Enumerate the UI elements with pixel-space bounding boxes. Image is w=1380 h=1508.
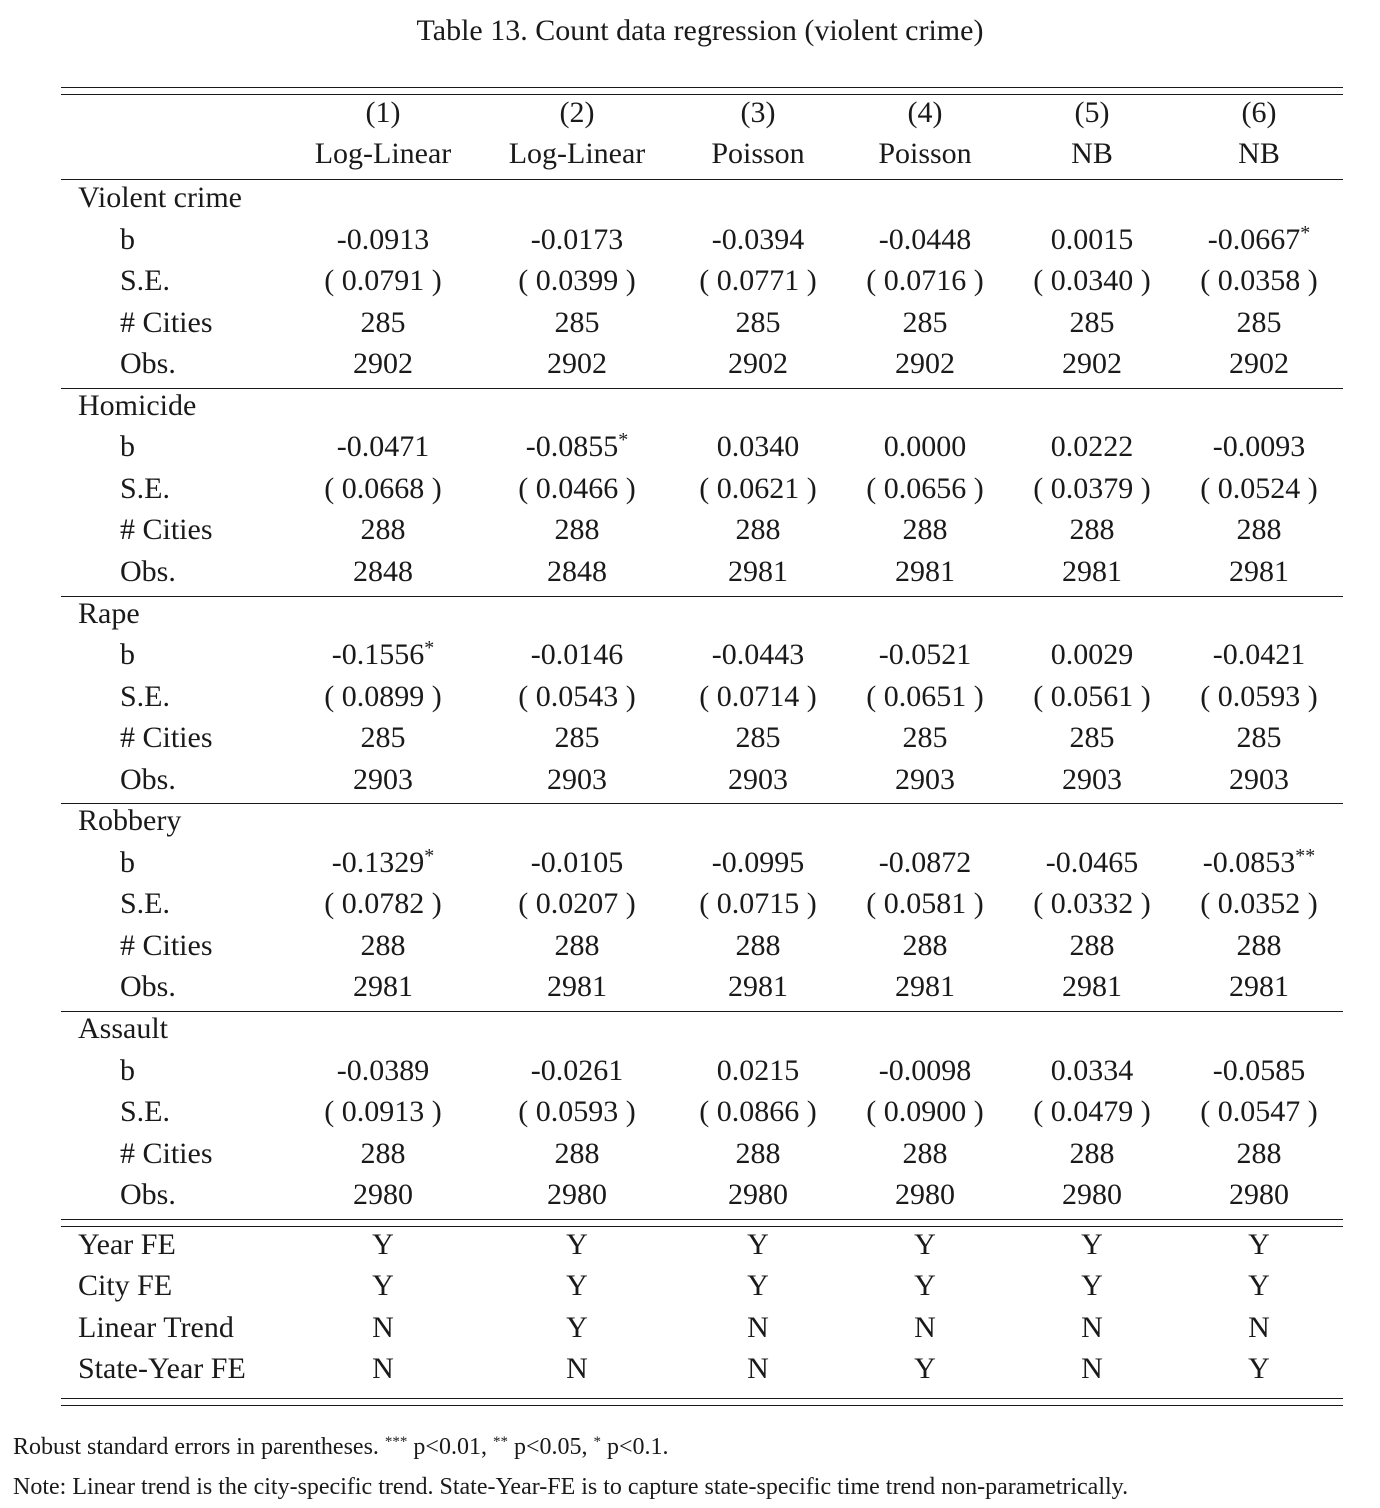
se-cell: ( 0.0656 )	[866, 471, 984, 505]
column-model: NB	[1238, 137, 1280, 170]
column-number: (2)	[559, 96, 595, 129]
coef-value: -0.0394	[711, 222, 805, 256]
coef-cell	[1051, 1054, 1134, 1088]
row-label-se: S.E.	[120, 471, 171, 505]
fe-value: N	[372, 1352, 394, 1386]
coef-cell	[879, 1054, 972, 1088]
cities-cell: 285	[554, 721, 600, 755]
coef-cell	[879, 223, 972, 257]
column-model: Log-Linear	[508, 137, 646, 170]
se-cell: ( 0.0340 )	[1033, 264, 1151, 298]
cities-cell: 288	[554, 928, 600, 962]
se-cell: ( 0.0900 )	[866, 1095, 984, 1129]
cities-cell: 288	[1069, 1136, 1115, 1170]
row-label-se: S.E.	[120, 264, 171, 298]
obs-cell: 2902	[895, 347, 955, 381]
coef-cell	[1051, 430, 1134, 464]
coef-value: -0.1556	[331, 638, 425, 672]
obs-cell: 2981	[1229, 970, 1289, 1004]
coef-value: 0.0215	[716, 1053, 800, 1087]
fe-value: Y	[1248, 1269, 1270, 1303]
coef-value: -0.0421	[1212, 638, 1306, 672]
fe-value: Y	[914, 1352, 936, 1386]
coef-value: -0.0443	[711, 638, 805, 672]
se-cell: ( 0.0543 )	[518, 679, 636, 713]
coef-value: -0.0173	[530, 222, 624, 256]
fe-value: Y	[914, 1269, 936, 1303]
section-label: Rape	[78, 596, 140, 630]
section-label: Homicide	[78, 388, 197, 422]
coef-cell	[884, 430, 967, 464]
obs-cell: 2902	[353, 347, 413, 381]
obs-cell: 2848	[353, 554, 413, 588]
se-cell: ( 0.0207 )	[518, 887, 636, 921]
coef-value: 0.0015	[1050, 222, 1134, 256]
coef-value: -0.0585	[1212, 1053, 1306, 1087]
fe-label: City FE	[78, 1269, 173, 1303]
coef-cell	[712, 638, 805, 672]
coef-cell	[1213, 430, 1306, 464]
cities-cell: 285	[735, 305, 781, 339]
significance-star: *	[424, 637, 435, 660]
coef-value: 0.0334	[1050, 1053, 1134, 1087]
coef-cell	[1046, 846, 1139, 880]
obs-cell: 2981	[1062, 554, 1122, 588]
coef-cell	[1051, 638, 1134, 672]
row-label-cities: # Cities	[120, 1136, 213, 1170]
coef-value: -0.0098	[878, 1053, 972, 1087]
coef-cell	[1208, 223, 1311, 260]
fe-value: Y	[372, 1227, 394, 1261]
section-rule	[61, 388, 1343, 389]
obs-cell: 2981	[1062, 970, 1122, 1004]
fe-value: Y	[747, 1227, 769, 1261]
coef-value: -0.0261	[530, 1053, 624, 1087]
cities-cell: 285	[1069, 305, 1115, 339]
se-cell: ( 0.0479 )	[1033, 1095, 1151, 1129]
coef-cell	[531, 638, 624, 672]
coef-cell	[337, 1054, 430, 1088]
fe-value: N	[372, 1310, 394, 1344]
cities-cell: 288	[360, 1136, 406, 1170]
cities-cell: 285	[902, 721, 948, 755]
sig-stars: *	[593, 1434, 601, 1450]
fe-label: Year FE	[78, 1227, 176, 1261]
robust-se-text: Robust standard errors in parentheses.	[13, 1434, 379, 1460]
se-cell: ( 0.0714 )	[699, 679, 817, 713]
se-cell: ( 0.0716 )	[866, 264, 984, 298]
cities-cell: 285	[735, 721, 781, 755]
obs-cell: 2903	[353, 762, 413, 796]
se-cell: ( 0.0866 )	[699, 1095, 817, 1129]
coef-value: -0.0465	[1045, 845, 1139, 879]
coef-cell	[337, 430, 430, 464]
row-label-obs: Obs.	[120, 762, 176, 796]
row-label-obs: Obs.	[120, 347, 176, 381]
obs-cell: 2980	[1229, 1178, 1289, 1212]
se-cell: ( 0.0913 )	[324, 1095, 442, 1129]
cities-cell: 285	[902, 305, 948, 339]
coef-cell	[1203, 846, 1316, 883]
table-note: Note: Linear trend is the city-specific trend. State-Year-FE is to capture state-specific time trend non-parametrically.	[13, 1474, 1129, 1500]
sig-text: p<0.1.	[607, 1434, 669, 1460]
fe-label: Linear Trend	[78, 1310, 234, 1344]
top-rule	[61, 87, 1343, 88]
significance-star: **	[1295, 844, 1316, 867]
sig-stars: ***	[384, 1434, 408, 1450]
cities-cell: 288	[735, 1136, 781, 1170]
obs-cell: 2981	[1229, 554, 1289, 588]
se-cell: ( 0.0715 )	[699, 887, 817, 921]
coef-cell	[717, 430, 800, 464]
coef-value: -0.0521	[878, 638, 972, 672]
fe-value: N	[914, 1310, 936, 1344]
column-number: (3)	[740, 96, 776, 129]
fe-value: N	[1081, 1352, 1103, 1386]
row-label-b: b	[120, 222, 135, 256]
fe-value: N	[1081, 1310, 1103, 1344]
header-rule	[61, 179, 1343, 180]
se-cell: ( 0.0593 )	[1200, 679, 1318, 713]
column-model: NB	[1071, 137, 1113, 170]
cities-cell: 288	[735, 513, 781, 547]
obs-cell: 2902	[1062, 347, 1122, 381]
row-label-se: S.E.	[120, 887, 171, 921]
se-cell: ( 0.0771 )	[699, 264, 817, 298]
se-cell: ( 0.0651 )	[866, 679, 984, 713]
sig-stars: **	[492, 1434, 508, 1450]
obs-cell: 2903	[895, 762, 955, 796]
obs-cell: 2980	[895, 1178, 955, 1212]
cities-cell: 285	[1069, 721, 1115, 755]
significance-star: *	[424, 844, 435, 867]
fe-value: N	[566, 1352, 588, 1386]
bottom-rule	[61, 1398, 1343, 1399]
section-rule	[61, 1011, 1343, 1012]
row-label-b: b	[120, 638, 135, 672]
fe-rule	[61, 1226, 1343, 1227]
fe-value: Y	[566, 1310, 588, 1344]
fe-value: Y	[1248, 1352, 1270, 1386]
obs-cell: 2981	[547, 970, 607, 1004]
coef-value: -0.0389	[336, 1053, 430, 1087]
row-label-obs: Obs.	[120, 970, 176, 1004]
cities-cell: 285	[554, 305, 600, 339]
obs-cell: 2903	[728, 762, 788, 796]
cities-cell: 288	[902, 1136, 948, 1170]
fe-value: N	[1248, 1310, 1270, 1344]
cities-cell: 288	[360, 513, 406, 547]
cities-cell: 288	[1069, 513, 1115, 547]
coef-value: -0.0995	[711, 845, 805, 879]
se-cell: ( 0.0791 )	[324, 264, 442, 298]
coef-cell	[879, 846, 972, 880]
obs-cell: 2848	[547, 554, 607, 588]
coef-value: -0.0872	[878, 845, 972, 879]
fe-value: Y	[372, 1269, 394, 1303]
section-rule	[61, 803, 1343, 804]
fe-value: Y	[747, 1269, 769, 1303]
obs-cell: 2981	[895, 970, 955, 1004]
row-label-b: b	[120, 430, 135, 464]
coef-cell	[531, 223, 624, 257]
coef-cell	[526, 430, 629, 467]
coef-cell	[1051, 223, 1134, 257]
se-cell: ( 0.0352 )	[1200, 887, 1318, 921]
coef-value: -0.1329	[331, 845, 425, 879]
coef-value: 0.0340	[716, 430, 800, 464]
coef-cell	[717, 1054, 800, 1088]
obs-cell: 2902	[547, 347, 607, 381]
coef-value: 0.0029	[1050, 638, 1134, 672]
obs-cell: 2902	[728, 347, 788, 381]
coef-value: -0.0105	[530, 845, 624, 879]
section-label: Violent crime	[78, 181, 242, 214]
obs-cell: 2980	[728, 1178, 788, 1212]
se-cell: ( 0.0379 )	[1033, 471, 1151, 505]
column-model: Poisson	[711, 137, 805, 170]
fe-value: Y	[1081, 1227, 1103, 1261]
fe-value: N	[747, 1352, 769, 1386]
fe-label: State-Year FE	[78, 1352, 246, 1386]
cities-cell: 288	[902, 928, 948, 962]
significance-star: *	[618, 429, 629, 452]
se-cell: ( 0.0581 )	[866, 887, 984, 921]
cities-cell: 288	[554, 1136, 600, 1170]
coef-value: -0.0913	[336, 222, 430, 256]
coef-value: 0.0222	[1050, 430, 1134, 464]
row-label-se: S.E.	[120, 679, 171, 713]
section-rule	[61, 596, 1343, 597]
coef-cell	[531, 846, 624, 880]
se-cell: ( 0.0668 )	[324, 471, 442, 505]
se-cell: ( 0.0466 )	[518, 471, 636, 505]
row-label-obs: Obs.	[120, 554, 176, 588]
fe-value: Y	[566, 1227, 588, 1261]
fe-value: Y	[914, 1227, 936, 1261]
coef-value: -0.0471	[336, 430, 430, 464]
row-label-cities: # Cities	[120, 928, 213, 962]
cities-cell: 285	[360, 721, 406, 755]
obs-cell: 2980	[353, 1178, 413, 1212]
top-rule	[61, 94, 1343, 95]
cities-cell: 288	[1236, 928, 1282, 962]
row-label-b: b	[120, 1053, 135, 1087]
sig-text: p<0.05,	[513, 1434, 588, 1460]
row-label-cities: # Cities	[120, 721, 213, 755]
coef-cell	[332, 638, 435, 675]
coef-cell	[337, 223, 430, 257]
cities-cell: 285	[360, 305, 406, 339]
column-number: (1)	[365, 96, 401, 129]
fe-value: Y	[566, 1269, 588, 1303]
cities-cell: 288	[360, 928, 406, 962]
fe-value: Y	[1081, 1269, 1103, 1303]
obs-cell: 2981	[728, 970, 788, 1004]
obs-cell: 2903	[547, 762, 607, 796]
obs-cell: 2980	[1062, 1178, 1122, 1212]
coef-cell	[531, 1054, 624, 1088]
obs-cell: 2903	[1062, 762, 1122, 796]
se-cell: ( 0.0547 )	[1200, 1095, 1318, 1129]
coef-value: -0.0667	[1207, 222, 1301, 256]
fe-value: Y	[1248, 1227, 1270, 1261]
significance-note	[13, 1432, 669, 1465]
fe-rule	[61, 1219, 1343, 1220]
coef-value: -0.0855	[525, 430, 619, 464]
cities-cell: 288	[735, 928, 781, 962]
coef-cell	[712, 223, 805, 257]
row-label-se: S.E.	[120, 1095, 171, 1129]
column-number: (5)	[1074, 96, 1110, 129]
bottom-rule	[61, 1405, 1343, 1406]
obs-cell: 2981	[728, 554, 788, 588]
sig-text: p<0.01,	[413, 1434, 487, 1460]
coef-value: -0.0448	[878, 222, 972, 256]
cities-cell: 288	[1236, 1136, 1282, 1170]
row-label-cities: # Cities	[120, 513, 213, 547]
se-cell: ( 0.0399 )	[518, 264, 636, 298]
se-cell: ( 0.0899 )	[324, 679, 442, 713]
cities-cell: 288	[1069, 928, 1115, 962]
cities-cell: 288	[554, 513, 600, 547]
fe-value: N	[747, 1310, 769, 1344]
coef-cell	[712, 846, 805, 880]
section-label: Robbery	[78, 804, 182, 838]
se-cell: ( 0.0561 )	[1033, 679, 1151, 713]
se-cell: ( 0.0332 )	[1033, 887, 1151, 921]
se-cell: ( 0.0524 )	[1200, 471, 1318, 505]
obs-cell: 2981	[353, 970, 413, 1004]
coef-value: -0.0853	[1202, 845, 1296, 879]
obs-cell: 2981	[895, 554, 955, 588]
obs-cell: 2980	[547, 1178, 607, 1212]
cities-cell: 288	[902, 513, 948, 547]
se-cell: ( 0.0621 )	[699, 471, 817, 505]
cities-cell: 288	[1236, 513, 1282, 547]
column-number: (4)	[907, 96, 943, 129]
section-label: Assault	[78, 1012, 168, 1045]
coef-cell	[879, 638, 972, 672]
coef-value: 0.0000	[883, 430, 967, 464]
column-number: (6)	[1241, 96, 1277, 129]
coef-cell	[1213, 638, 1306, 672]
column-model: Poisson	[878, 137, 972, 170]
se-cell: ( 0.0593 )	[518, 1095, 636, 1129]
column-model: Log-Linear	[314, 137, 452, 170]
obs-cell: 2902	[1229, 347, 1289, 381]
obs-cell: 2903	[1229, 762, 1289, 796]
row-label-b: b	[120, 845, 135, 879]
row-label-obs: Obs.	[120, 1178, 176, 1212]
coef-cell	[1213, 1054, 1306, 1088]
cities-cell: 285	[1236, 305, 1282, 339]
table-title: Table 13. Count data regression (violent crime)	[416, 14, 984, 47]
significance-star: *	[1300, 221, 1311, 244]
coef-value: -0.0093	[1212, 430, 1306, 464]
cities-cell: 285	[1236, 721, 1282, 755]
se-cell: ( 0.0782 )	[324, 887, 442, 921]
coef-cell	[332, 846, 435, 883]
se-cell: ( 0.0358 )	[1200, 264, 1318, 298]
coef-value: -0.0146	[530, 638, 624, 672]
row-label-cities: # Cities	[120, 305, 213, 339]
